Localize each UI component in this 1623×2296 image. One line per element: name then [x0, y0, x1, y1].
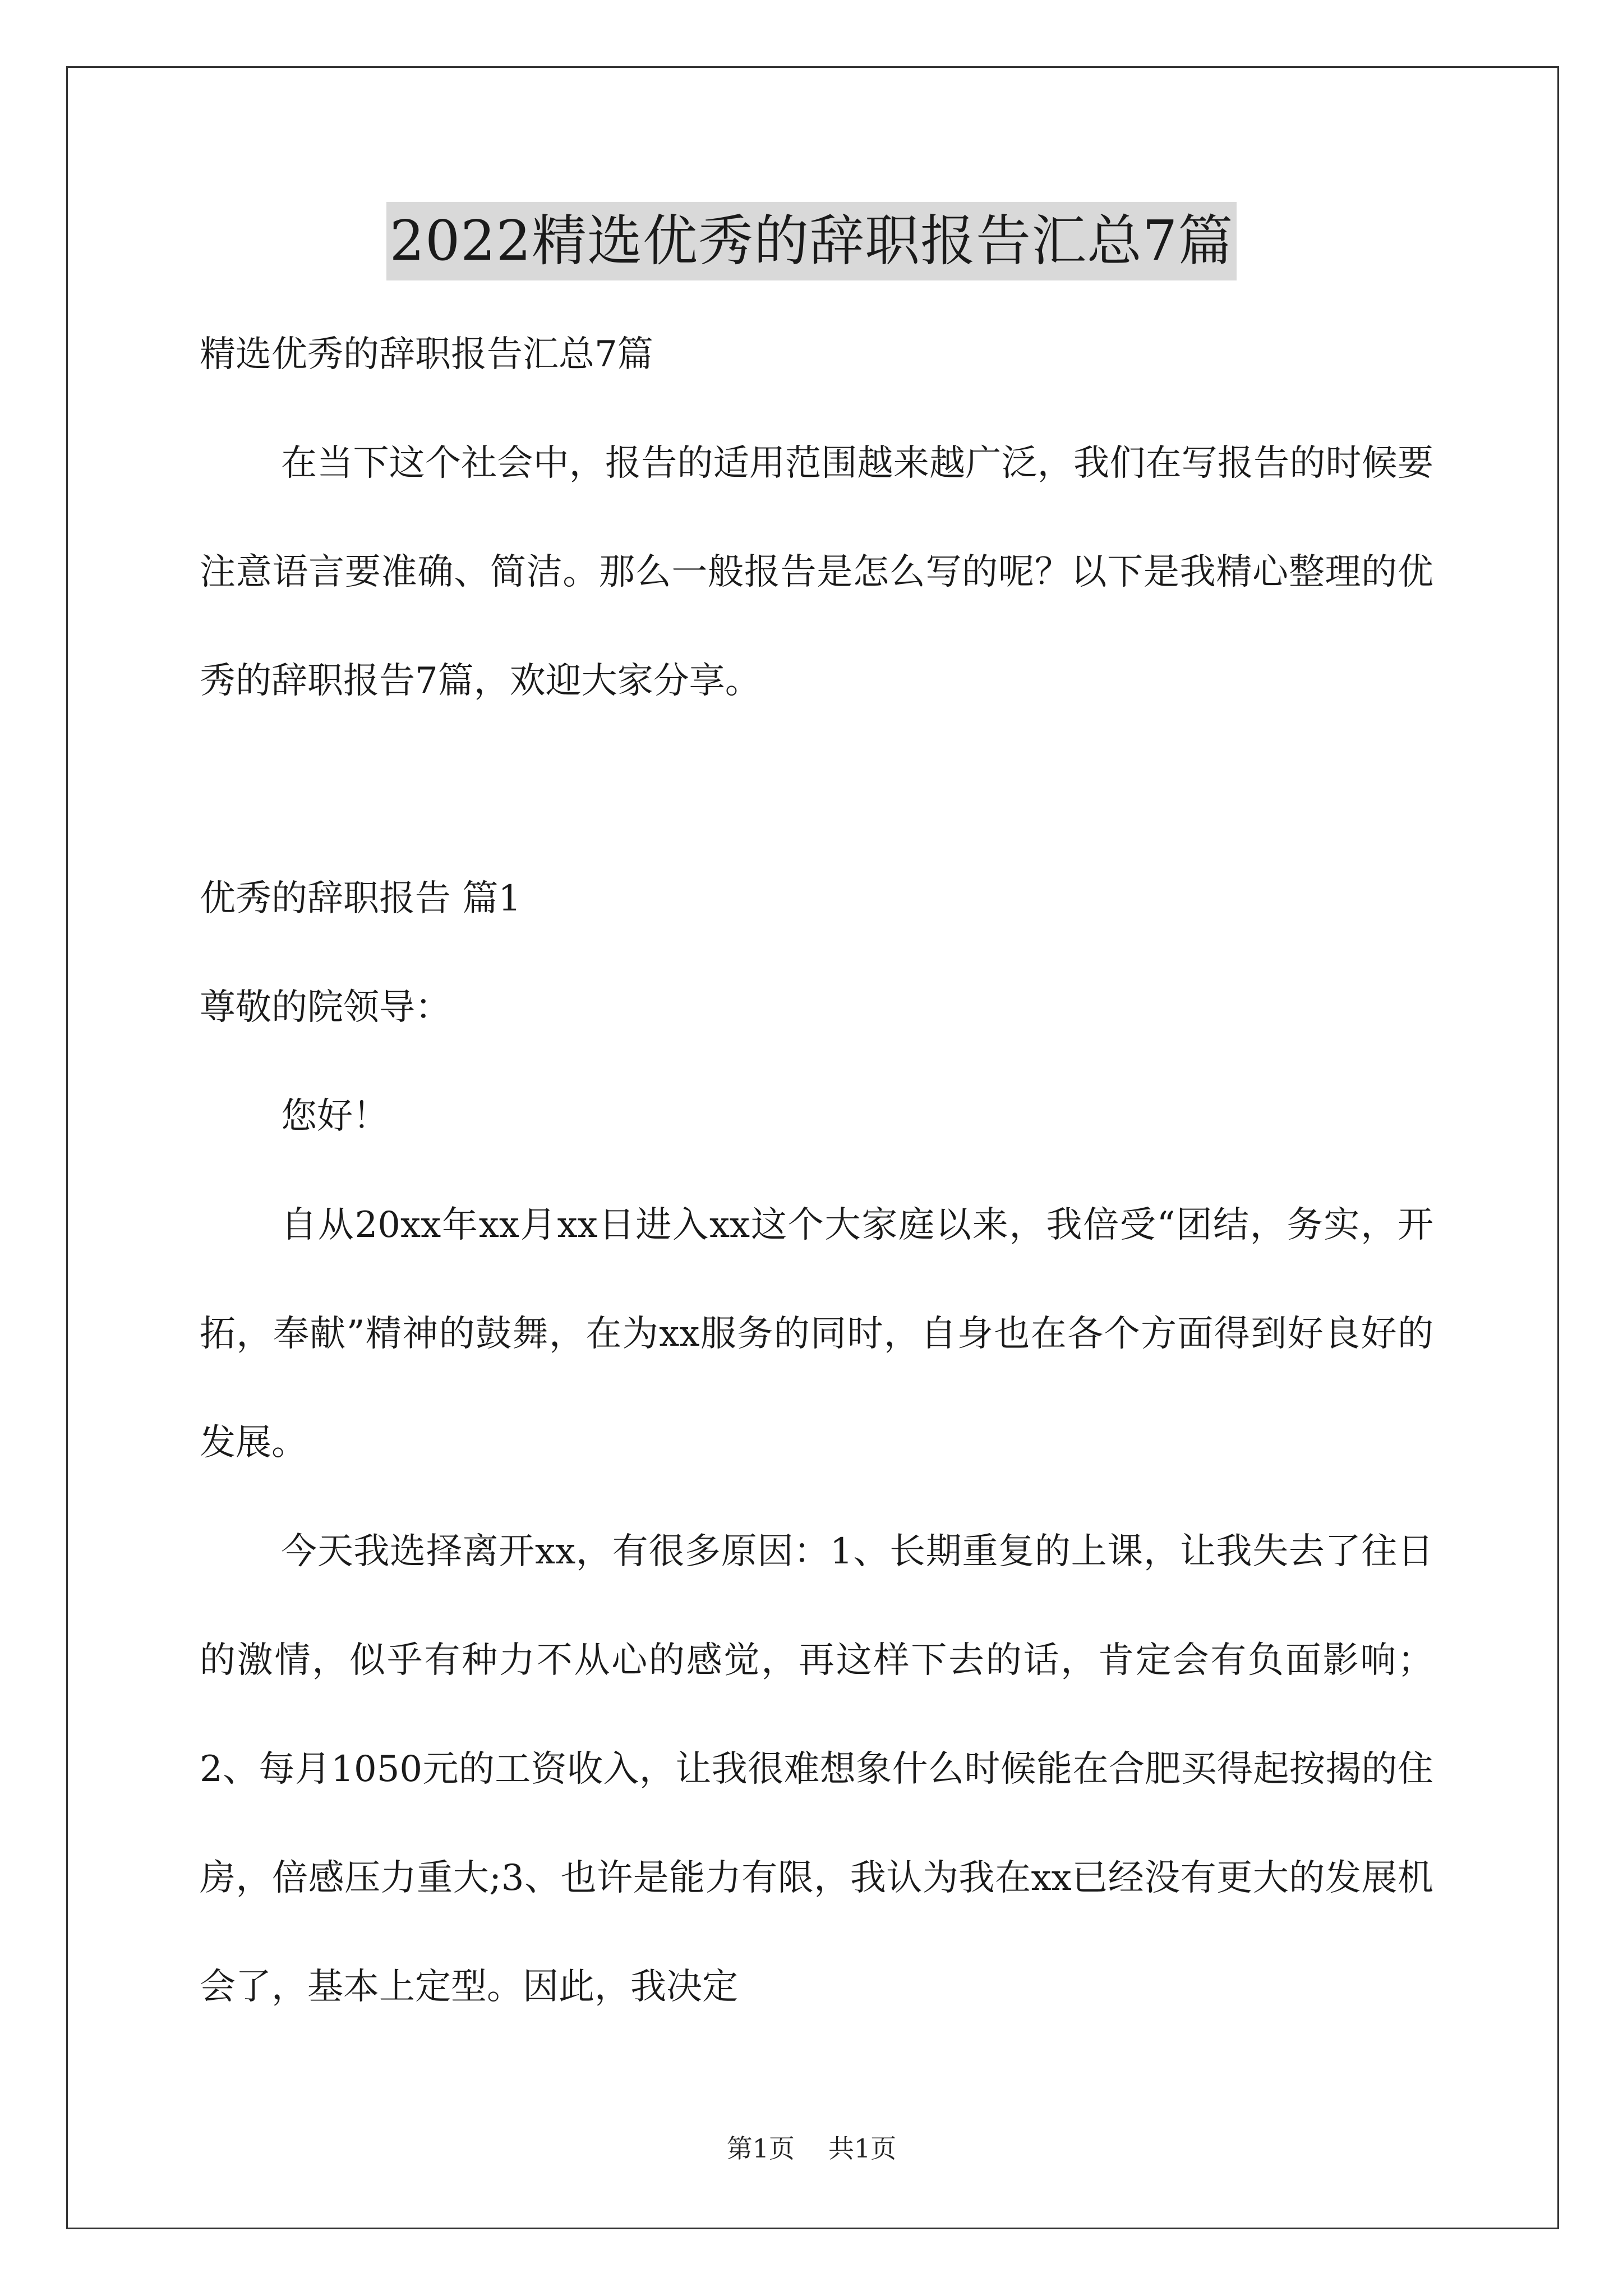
page-footer [0, 2132, 1623, 2165]
greeting: 您好！ [281, 1096, 389, 1137]
document-subtitle: 精选优秀的辞职报告汇总7篇 [200, 334, 653, 375]
page-number: 第1页 [726, 2133, 795, 2164]
title-container [0, 202, 1623, 280]
page-total: 共1页 [828, 2133, 897, 2164]
body-paragraph-2: 今天我选择离开xx，有很多原因：1、长期重复的上课，让我失去了往日的激情，似乎有种力不从心的感觉，再这样下去的话，肯定会有负面影响；2、每月1050元的工资收入，让我很难想象什么时候能在合肥买得起按揭的住房，倍感压力重大;3、也许是能力有限，我认为我在xx已经没有更大的发展机会了，基本上定型。因此，我决定 [200, 1531, 1433, 2008]
document-body [200, 300, 1433, 2041]
intro-paragraph: 在当下这个社会中，报告的适用范围越来越广泛，我们在写报告的时候要注意语言要准确、简洁。那么一般报告是怎么写的呢？以下是我精心整理的优秀的辞职报告7篇，欢迎大家分享。 [200, 443, 1433, 702]
document-title: 2022精选优秀的辞职报告汇总7篇 [386, 202, 1237, 280]
section-heading: 优秀的辞职报告 篇1 [200, 878, 522, 919]
body-paragraph-1: 自从20xx年xx月xx日进入xx这个大家庭以来，我倍受“团结，务实，开拓，奉献”精神的鼓舞，在为xx服务的同时，自身也在各个方面得到好良好的发展。 [200, 1204, 1433, 1464]
salutation: 尊敬的院领导： [200, 987, 451, 1028]
